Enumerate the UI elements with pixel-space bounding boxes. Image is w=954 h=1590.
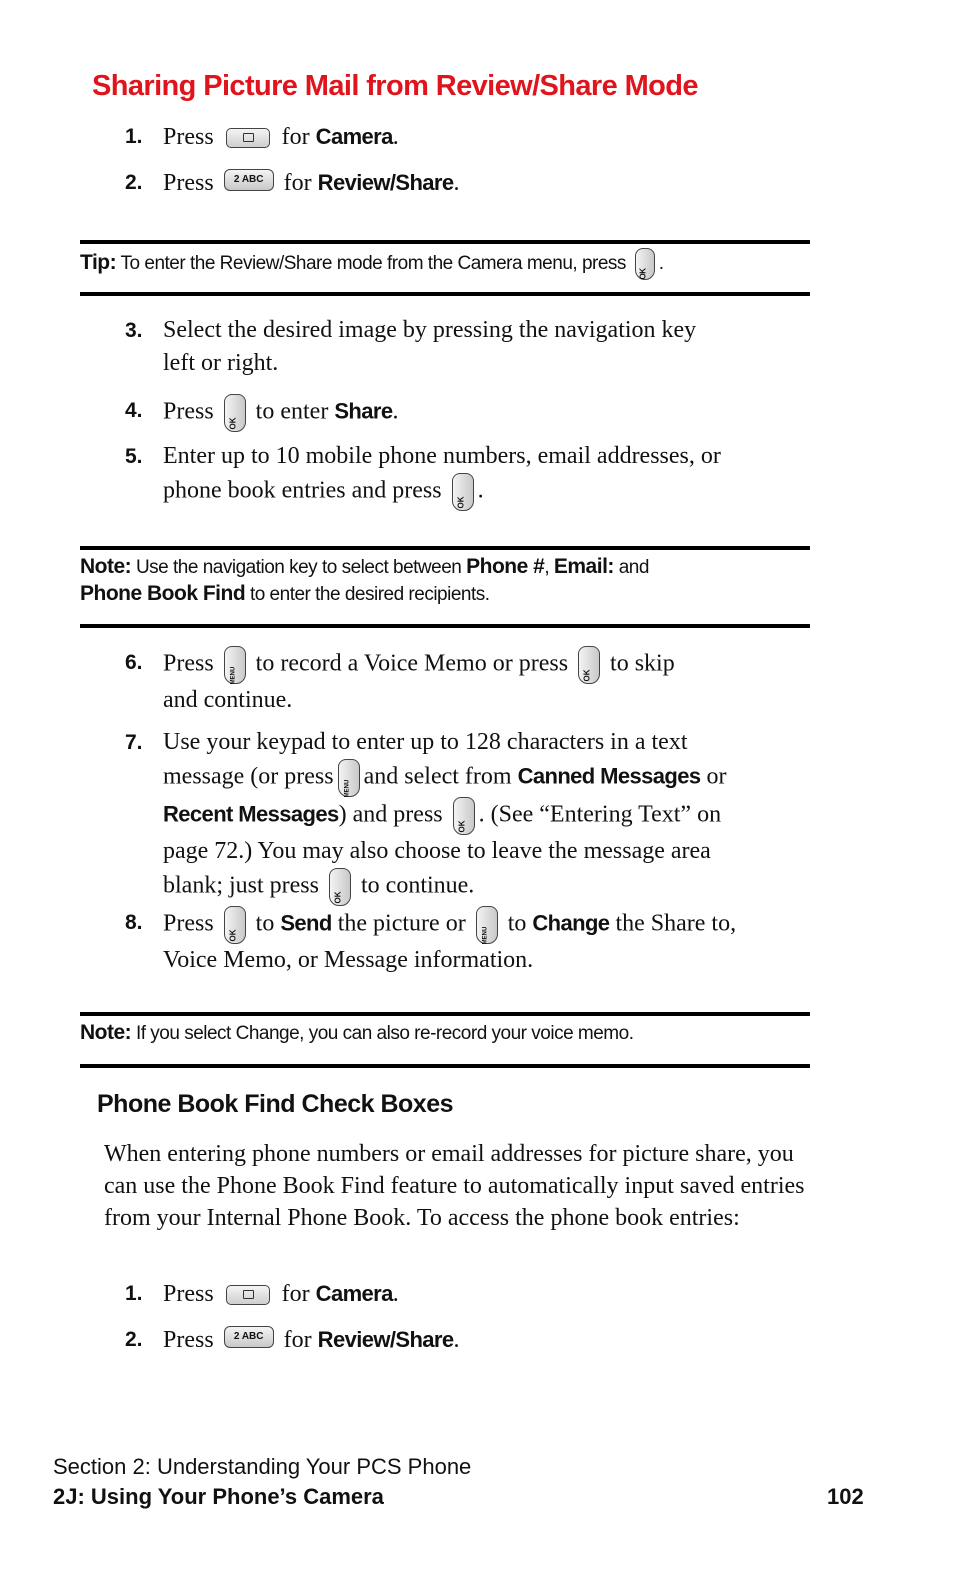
punct: . xyxy=(392,124,399,150)
step-text: Press xyxy=(163,1281,214,1307)
punct: , xyxy=(544,557,550,578)
ok-key-icon: OK xyxy=(329,868,351,906)
ok-key-icon: OK xyxy=(578,646,600,684)
punct: . xyxy=(392,1281,399,1307)
divider xyxy=(80,1012,810,1016)
step-text: for xyxy=(281,1281,310,1307)
step-text: left or right. xyxy=(163,350,279,376)
two-abc-key-icon: 2 ABC xyxy=(224,1326,274,1348)
ok-key-icon: OK xyxy=(224,394,246,432)
step-2 xyxy=(125,166,460,200)
keyword: Phone Book Find xyxy=(80,582,246,605)
keyword: Canned Messages xyxy=(517,763,701,789)
keyword: Review/Share xyxy=(317,170,454,195)
ok-key-icon: OK xyxy=(453,797,475,835)
step-number: 6. xyxy=(125,651,143,674)
step-number: 4. xyxy=(125,399,143,422)
step-number: 8. xyxy=(125,911,143,934)
ok-key-icon: OK xyxy=(224,906,246,944)
step-text: to enter xyxy=(255,398,329,425)
note-box xyxy=(80,554,649,608)
step-3 xyxy=(125,314,697,380)
step-text: ) and press xyxy=(338,801,443,828)
step-text: the picture or xyxy=(337,910,466,937)
step-text: Press xyxy=(163,910,214,937)
keyword: Camera xyxy=(315,1281,393,1306)
tip-box xyxy=(80,248,663,280)
divider xyxy=(80,292,810,296)
note-text: If you select Change, you can also re-record your voice memo. xyxy=(135,1023,634,1044)
step-text: Press xyxy=(163,124,214,150)
step-text: Enter up to 10 mobile phone numbers, email addresses, or xyxy=(163,443,721,469)
section-title: Sharing Picture Mail from Review/Share Mode xyxy=(92,70,698,102)
punct: . xyxy=(453,170,460,196)
divider xyxy=(80,240,810,244)
menu-key-icon: MENU xyxy=(338,759,360,797)
step-1 xyxy=(125,1277,399,1311)
step-text: phone book entries and press xyxy=(163,477,442,504)
step-text: for xyxy=(283,170,312,196)
step-text: to continue. xyxy=(361,872,475,899)
step-number: 2. xyxy=(125,1328,143,1351)
step-text: blank; just press xyxy=(163,872,319,899)
step-text: . (See “Entering Text” on xyxy=(478,801,722,828)
punct: . xyxy=(477,477,484,504)
step-text: Voice Memo, or Message information. xyxy=(163,947,534,973)
camera-key-icon xyxy=(226,1285,270,1305)
note-text: to enter the desired recipients. xyxy=(249,584,490,605)
step-text: Use your keypad to enter up to 128 characters in a text xyxy=(163,729,688,755)
punct: . xyxy=(392,398,399,425)
step-text: and select from xyxy=(363,763,512,790)
keyword: Review/Share xyxy=(317,1327,454,1352)
step-number: 3. xyxy=(125,319,143,342)
step-number: 7. xyxy=(125,731,143,754)
divider xyxy=(80,624,810,628)
two-abc-key-icon: 2 ABC xyxy=(224,169,274,191)
step-text: Press xyxy=(163,170,214,196)
step-text: the Share to, xyxy=(615,910,737,937)
step-text: to xyxy=(255,910,275,937)
keyword: Change xyxy=(532,910,610,936)
step-7 xyxy=(125,726,727,906)
footer-section: Section 2: Understanding Your PCS Phone xyxy=(53,1454,472,1479)
divider xyxy=(80,546,810,550)
subheading: Phone Book Find Check Boxes xyxy=(97,1090,454,1118)
step-text: message (or press xyxy=(163,763,334,790)
step-text: Press xyxy=(163,1327,214,1353)
step-text: Press xyxy=(163,650,214,677)
step-number: 2. xyxy=(125,171,143,194)
step-number: 1. xyxy=(125,125,143,148)
divider xyxy=(80,1064,810,1068)
punct: . xyxy=(453,1327,460,1353)
ok-key-icon: OK xyxy=(452,473,474,511)
note-box xyxy=(80,1020,633,1047)
ok-key-icon: OK xyxy=(635,248,655,280)
note-label: Note: xyxy=(80,1021,132,1044)
menu-key-icon: MENU xyxy=(224,646,246,684)
step-5 xyxy=(125,440,721,511)
step-number: 1. xyxy=(125,1282,143,1305)
keyword: Email: xyxy=(553,555,614,578)
note-label: Note: xyxy=(80,555,132,578)
note-text: and xyxy=(618,557,649,578)
step-text: to xyxy=(507,910,527,937)
step-text: or xyxy=(706,763,727,790)
step-text: for xyxy=(283,1327,312,1353)
page-number: 102 xyxy=(827,1484,864,1509)
step-text: to skip xyxy=(610,650,675,677)
step-1 xyxy=(125,120,399,154)
step-text: Press xyxy=(163,398,214,425)
step-number: 5. xyxy=(125,445,143,468)
step-text: to record a Voice Memo or press xyxy=(255,650,569,677)
note-text: Use the navigation key to select between xyxy=(135,557,462,578)
menu-key-icon: MENU xyxy=(476,906,498,944)
tip-label: Tip: xyxy=(80,251,117,275)
step-6 xyxy=(125,646,675,717)
body-paragraph: When entering phone numbers or email addresses for picture share, you can use the Phone Book Find feature to automatically input saved entries from your Internal Phone Book. To access the phone book entries: xyxy=(104,1141,805,1231)
tip-text: To enter the Review/Share mode from the Camera menu, press xyxy=(120,253,626,275)
step-2 xyxy=(125,1323,460,1357)
step-text: Select the desired image by pressing the navigation key xyxy=(163,317,697,343)
footer-chapter: 2J: Using Your Phone’s Camera xyxy=(53,1484,384,1509)
step-text: and continue. xyxy=(163,687,293,713)
step-text: page 72.) You may also choose to leave the message area xyxy=(163,838,711,864)
keyword: Recent Messages xyxy=(163,801,339,827)
keyword: Camera xyxy=(315,124,393,149)
step-4 xyxy=(125,394,399,432)
keyword: Phone # xyxy=(466,555,545,578)
step-8 xyxy=(125,906,737,977)
punct: . xyxy=(658,253,664,275)
step-text: for xyxy=(281,124,310,150)
keyword: Send xyxy=(280,910,332,936)
keyword: Share xyxy=(334,398,393,424)
camera-key-icon xyxy=(226,128,270,148)
